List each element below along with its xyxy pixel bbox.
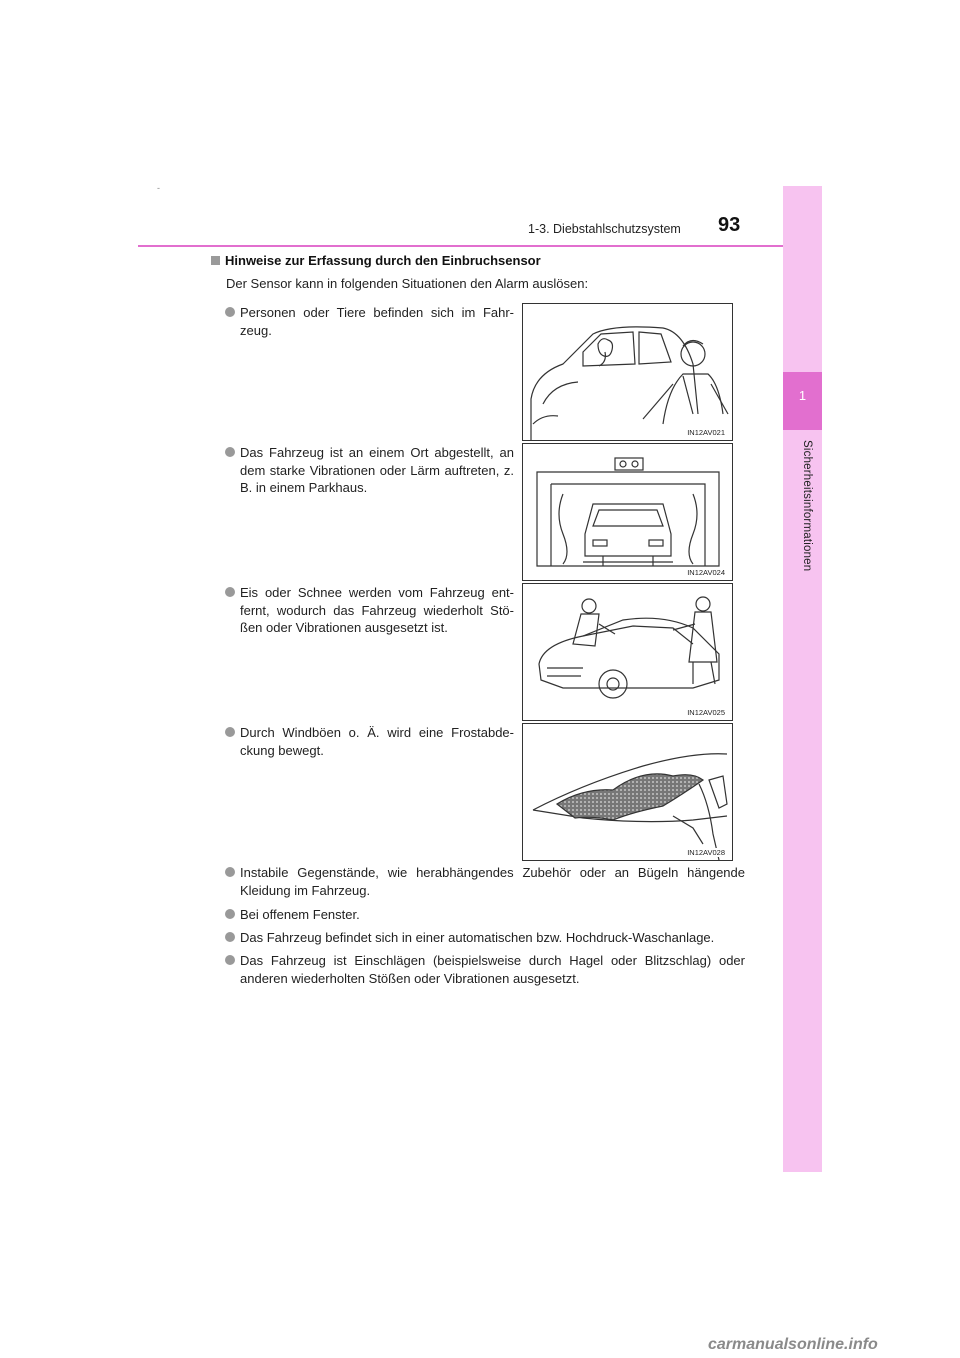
person-dog-in-car-illustration [523,304,732,440]
chapter-number: 1 [798,388,807,403]
figure-code: IN12AV024 [687,568,725,577]
figure-code: IN12AV025 [687,708,725,717]
figure-code: IN12AV021 [687,428,725,437]
list-item-text: Durch Windböen o. Ä. wird eine Frostabde-ckung bewegt. [240,725,514,758]
figure-code: IN12AV028 [687,848,725,857]
bullet-icon [225,909,235,919]
chapter-title: Sicherheitsinformationen [801,440,813,572]
figure-person-dog-in-car [522,303,733,441]
list-item [240,724,514,759]
intro-text: Der Sensor kann in folgenden Situationen den Alarm auslösen: [226,276,589,291]
bullet-icon [225,447,235,457]
bullet-icon [225,587,235,597]
figure-frost-cover [522,723,733,861]
snow-removal-illustration [523,584,732,720]
top-mark: - [157,183,160,193]
list-item [240,952,745,987]
parking-garage-illustration [523,444,732,580]
list-item-text: Das Fahrzeug befindet sich in einer automatischen bzw. Hochdruck-Waschanlage. [240,930,715,945]
list-item [240,906,745,924]
list-item-text: Eis oder Schnee werden vom Fahrzeug ent-fernt, wodurch das Fahrzeug wiederholt Stö-ßen oder Vibrationen ausgesetzt ist. [240,585,514,635]
list-item [240,304,514,339]
figure-parking-garage [522,443,733,581]
list-item [240,584,514,637]
figure-snow-removal [522,583,733,721]
list-item-text: Personen oder Tiere befinden sich im Fahr-zeug. [240,305,514,338]
list-item-text: Das Fahrzeug ist an einem Ort abgestellt, an dem starke Vibrationen oder Lärm auftreten, z. B. in einem Parkhaus. [240,445,514,495]
frost-cover-illustration [523,724,732,860]
bullet-icon [225,932,235,942]
chapter-sidebar [783,186,822,1172]
list-item [240,864,745,899]
list-item [240,444,514,497]
list-item-text: Bei offenem Fenster. [240,907,360,922]
heading-square-icon [211,256,220,265]
bullet-icon [225,867,235,877]
list-item-text: Das Fahrzeug ist Einschlägen (beispielsweise durch Hagel oder Blitzschlag) oder anderen wiederholten Stößen oder Vibrationen ausgesetzt. [240,953,745,986]
header-divider [138,245,821,247]
heading-text: Hinweise zur Erfassung durch den Einbruchsensor [225,253,541,268]
bullet-icon [225,307,235,317]
section-heading [211,253,541,268]
list-item-text: Instabile Gegenstände, wie herabhängendes Zubehör oder an Bügeln hängende Kleidung im Fahrzeug. [240,865,745,898]
page-number: 93 [718,214,741,236]
list-item [240,929,745,947]
bullet-icon [225,955,235,965]
section-title: 1-3. Diebstahlschutzsystem [528,222,681,236]
bullet-icon [225,727,235,737]
watermark-logo: carmanualsonline.info [708,1336,878,1353]
